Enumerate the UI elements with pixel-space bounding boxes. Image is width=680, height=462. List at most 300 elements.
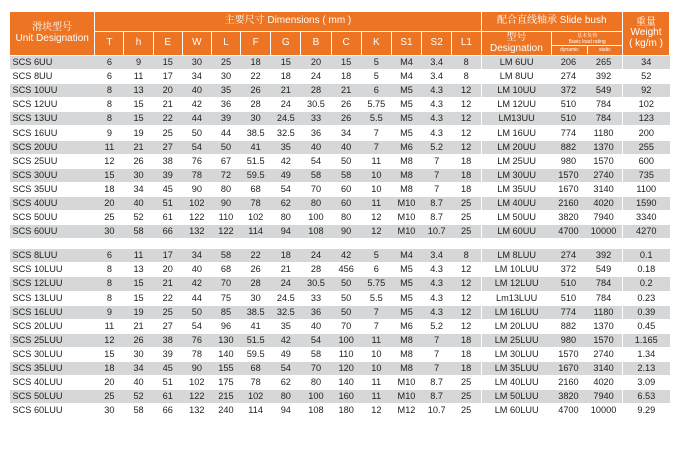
- unit-cell: SCS 12UU: [10, 98, 95, 112]
- dim-cell-F: 102: [241, 390, 271, 404]
- dim-cell-W: 132: [182, 404, 211, 418]
- dim-cell-S2: 4.3: [422, 98, 452, 112]
- weight-cell: 1.165: [623, 333, 670, 347]
- dim-cell-T: 8: [95, 98, 124, 112]
- dim-cell-B: 100: [301, 390, 331, 404]
- dim-cell-L1: 12: [452, 305, 481, 319]
- dim-cell-G: 80: [271, 390, 301, 404]
- dim-cell-L: 30: [211, 70, 240, 84]
- bush-cell: LM 20UU: [481, 140, 552, 154]
- dim-cell-S1: M5: [391, 126, 421, 140]
- dynamic-load-cell: 274: [552, 70, 585, 84]
- dim-cell-S1: M8: [391, 347, 421, 361]
- dim-cell-L1: 25: [452, 404, 481, 418]
- static-load-cell: 784: [585, 277, 622, 291]
- unit-cell: SCS 30UU: [10, 168, 95, 182]
- dim-cell-h: 15: [124, 277, 153, 291]
- table-row: [10, 361, 670, 375]
- bush-cell: LM 30LUU: [481, 347, 552, 361]
- dim-cell-W: 76: [182, 333, 211, 347]
- unit-cell: SCS 25UU: [10, 154, 95, 168]
- dim-cell-T: 18: [95, 361, 124, 375]
- unit-header: [10, 12, 95, 56]
- weight-cell: 9.29: [623, 404, 670, 418]
- dim-cell-C: 90: [331, 225, 361, 239]
- dim-cell-W: 40: [182, 84, 211, 98]
- unit-header-en: Unit Designation: [15, 32, 89, 44]
- dim-cell-G: 62: [271, 196, 301, 210]
- load-rating-sub: [552, 46, 622, 54]
- dim-cell-K: 11: [361, 196, 391, 210]
- dim-cell-K: 7: [361, 305, 391, 319]
- dim-cell-E: 66: [153, 404, 182, 418]
- dim-cell-T: 8: [95, 263, 124, 277]
- dynamic-load-cell: 3820: [552, 390, 585, 404]
- dim-cell-C: 140: [331, 376, 361, 390]
- dim-cell-L1: 25: [452, 225, 481, 239]
- dim-cell-L: 75: [211, 291, 240, 305]
- dim-cell-C: 50: [331, 305, 361, 319]
- dim-cell-B: 30.5: [301, 98, 331, 112]
- unit-cell: SCS 50LUU: [10, 390, 95, 404]
- dim-cell-S1: M5: [391, 84, 421, 98]
- load-rating-header: [552, 32, 623, 56]
- dim-cell-E: 39: [153, 347, 182, 361]
- dim-cell-h: 34: [124, 361, 153, 375]
- dim-cell-L: 67: [211, 154, 240, 168]
- dim-cell-F: 38.5: [241, 305, 271, 319]
- unit-cell: SCS 8UU: [10, 70, 95, 84]
- dim-cell-S1: M5: [391, 98, 421, 112]
- dim-cell-F: 78: [241, 196, 271, 210]
- dim-cell-E: 21: [153, 277, 182, 291]
- static-load-cell: 1570: [585, 154, 622, 168]
- col-header-E: E: [153, 32, 182, 56]
- dim-cell-F: 78: [241, 376, 271, 390]
- dim-cell-B: 28: [301, 263, 331, 277]
- dim-cell-L: 58: [211, 249, 240, 263]
- bush-cell: LM 30UU: [481, 168, 552, 182]
- bush-cell: LM 35LUU: [481, 361, 552, 375]
- static-load-cell: 3140: [585, 182, 622, 196]
- dim-cell-K: 5.75: [361, 277, 391, 291]
- dim-cell-S1: M12: [391, 404, 421, 418]
- dim-cell-B: 40: [301, 319, 331, 333]
- dim-cell-S1: M4: [391, 56, 421, 70]
- static-load-cell: 1570: [585, 333, 622, 347]
- dim-cell-K: 10: [361, 168, 391, 182]
- col-header-C: C: [331, 32, 361, 56]
- dim-cell-W: 90: [182, 361, 211, 375]
- weight-cell: 0.1: [623, 249, 670, 263]
- dim-cell-T: 9: [95, 126, 124, 140]
- weight-cell: 3.09: [623, 376, 670, 390]
- weight-cell: 1.34: [623, 347, 670, 361]
- dim-cell-K: 12: [361, 211, 391, 225]
- static-load-cell: 784: [585, 98, 622, 112]
- bush-cell: LM13UU: [481, 112, 552, 126]
- dynamic-load-cell: 980: [552, 333, 585, 347]
- weight-cell: 52: [623, 70, 670, 84]
- dim-cell-F: 51.5: [241, 154, 271, 168]
- dim-cell-W: 54: [182, 140, 211, 154]
- bush-cell: LM 50UU: [481, 211, 552, 225]
- dim-cell-S2: 5.2: [422, 140, 452, 154]
- dim-cell-W: 122: [182, 390, 211, 404]
- bush-cell: LM 60LUU: [481, 404, 552, 418]
- load-rating-en: Basic load rating: [568, 39, 606, 45]
- dim-cell-L: 122: [211, 225, 240, 239]
- dim-cell-G: 35: [271, 319, 301, 333]
- dim-cell-G: 35: [271, 140, 301, 154]
- unit-cell: SCS 10LUU: [10, 263, 95, 277]
- static-load-cell: 2740: [585, 168, 622, 182]
- dim-cell-S1: M10: [391, 196, 421, 210]
- weight-cell: 123: [623, 112, 670, 126]
- dim-cell-T: 8: [95, 277, 124, 291]
- static-load-cell: 4020: [585, 376, 622, 390]
- dim-cell-F: 28: [241, 98, 271, 112]
- dim-cell-h: 21: [124, 140, 153, 154]
- spec-table-wrapper: [9, 11, 670, 418]
- weight-header-en: Weight: [630, 27, 662, 39]
- table-row: [10, 70, 670, 84]
- dynamic-load-cell: 1670: [552, 361, 585, 375]
- dim-cell-F: 68: [241, 361, 271, 375]
- static-load-cell: 7940: [585, 390, 622, 404]
- weight-cell: 0.45: [623, 319, 670, 333]
- dim-cell-T: 30: [95, 404, 124, 418]
- dim-cell-W: 90: [182, 182, 211, 196]
- dim-cell-B: 108: [301, 404, 331, 418]
- dim-cell-L1: 12: [452, 140, 481, 154]
- dim-cell-B: 54: [301, 333, 331, 347]
- dim-cell-B: 33: [301, 112, 331, 126]
- dim-cell-L: 96: [211, 319, 240, 333]
- bush-model-header: [481, 32, 552, 56]
- dim-cell-L1: 8: [452, 70, 481, 84]
- weight-cell: 2.13: [623, 361, 670, 375]
- dim-cell-G: 49: [271, 347, 301, 361]
- dim-cell-G: 18: [271, 249, 301, 263]
- dim-cell-K: 5.75: [361, 98, 391, 112]
- dim-cell-K: 10: [361, 182, 391, 196]
- dim-cell-E: 51: [153, 196, 182, 210]
- dim-cell-h: 15: [124, 112, 153, 126]
- bush-cell: LM 8UU: [481, 70, 552, 84]
- bush-cell: LM 6UU: [481, 56, 552, 70]
- dynamic-load-cell: 206: [552, 56, 585, 70]
- dim-cell-G: 49: [271, 168, 301, 182]
- dim-cell-F: 26: [241, 263, 271, 277]
- dim-cell-W: 102: [182, 376, 211, 390]
- unit-cell: SCS 20UU: [10, 140, 95, 154]
- dim-cell-K: 7: [361, 126, 391, 140]
- dim-cell-L: 85: [211, 305, 240, 319]
- static-load-cell: 7940: [585, 211, 622, 225]
- dim-cell-W: 54: [182, 319, 211, 333]
- dim-cell-T: 12: [95, 154, 124, 168]
- dim-cell-S2: 4.3: [422, 126, 452, 140]
- dynamic-load-cell: 274: [552, 249, 585, 263]
- dim-cell-S2: 4.3: [422, 277, 452, 291]
- bush-cell: LM 16UU: [481, 126, 552, 140]
- dim-cell-S2: 4.3: [422, 112, 452, 126]
- group-spacer-cell: [10, 239, 670, 250]
- dim-cell-L1: 12: [452, 98, 481, 112]
- dim-cell-F: 59.5: [241, 168, 271, 182]
- dim-cell-L: 25: [211, 56, 240, 70]
- dim-cell-W: 42: [182, 98, 211, 112]
- dim-cell-L: 72: [211, 168, 240, 182]
- dim-cell-L: 68: [211, 263, 240, 277]
- table-row: [10, 126, 670, 140]
- weight-header: [623, 12, 670, 56]
- dim-cell-h: 52: [124, 211, 153, 225]
- table-row: [10, 112, 670, 126]
- dim-cell-L: 39: [211, 112, 240, 126]
- dim-cell-L1: 8: [452, 56, 481, 70]
- dim-cell-S2: 4.3: [422, 84, 452, 98]
- dim-cell-B: 40: [301, 140, 331, 154]
- bush-model-cn: 型号: [506, 32, 527, 43]
- dim-cell-C: 180: [331, 404, 361, 418]
- dim-cell-E: 39: [153, 168, 182, 182]
- weight-cell: 92: [623, 84, 670, 98]
- dim-cell-S2: 4.3: [422, 263, 452, 277]
- dim-cell-L1: 18: [452, 154, 481, 168]
- weight-cell: 6.53: [623, 390, 670, 404]
- dim-cell-K: 11: [361, 390, 391, 404]
- dim-cell-E: 25: [153, 305, 182, 319]
- unit-cell: SCS 60UU: [10, 225, 95, 239]
- dim-cell-L1: 25: [452, 196, 481, 210]
- dim-cell-T: 20: [95, 196, 124, 210]
- dim-cell-B: 28: [301, 84, 331, 98]
- dim-cell-L1: 12: [452, 84, 481, 98]
- dim-cell-S1: M8: [391, 182, 421, 196]
- dim-cell-L1: 12: [452, 319, 481, 333]
- dim-cell-K: 10: [361, 361, 391, 375]
- dim-cell-W: 78: [182, 347, 211, 361]
- unit-cell: SCS 35UU: [10, 182, 95, 196]
- dim-cell-F: 18: [241, 56, 271, 70]
- dim-cell-S2: 7: [422, 361, 452, 375]
- dim-cell-B: 70: [301, 182, 331, 196]
- unit-cell: SCS 35LUU: [10, 361, 95, 375]
- dim-cell-S1: M10: [391, 225, 421, 239]
- dim-cell-B: 80: [301, 196, 331, 210]
- dim-cell-T: 11: [95, 140, 124, 154]
- dim-cell-G: 42: [271, 333, 301, 347]
- bush-cell: LM 10LUU: [481, 263, 552, 277]
- dim-cell-F: 68: [241, 182, 271, 196]
- dim-cell-C: 50: [331, 154, 361, 168]
- dynamic-load-cell: 510: [552, 98, 585, 112]
- col-header-G: G: [271, 32, 301, 56]
- dim-cell-F: 51.5: [241, 333, 271, 347]
- dim-cell-h: 26: [124, 333, 153, 347]
- dim-cell-F: 41: [241, 140, 271, 154]
- dynamic-load-cell: 2160: [552, 196, 585, 210]
- dim-cell-W: 44: [182, 291, 211, 305]
- dim-cell-S2: 8.7: [422, 390, 452, 404]
- static-load-cell: 1180: [585, 126, 622, 140]
- dim-cell-B: 36: [301, 126, 331, 140]
- dim-cell-B: 54: [301, 154, 331, 168]
- dim-cell-S2: 3.4: [422, 70, 452, 84]
- dynamic-load-cell: 882: [552, 140, 585, 154]
- dim-cell-T: 6: [95, 249, 124, 263]
- dim-cell-G: 32.5: [271, 305, 301, 319]
- dim-cell-K: 11: [361, 154, 391, 168]
- table-row: [10, 140, 670, 154]
- weight-cell: 200: [623, 126, 670, 140]
- dim-cell-C: 26: [331, 98, 361, 112]
- dynamic-load-cell: 372: [552, 263, 585, 277]
- spec-table-body: [10, 56, 670, 418]
- dim-cell-S1: M8: [391, 333, 421, 347]
- dim-cell-C: 60: [331, 196, 361, 210]
- dim-cell-G: 24: [271, 277, 301, 291]
- static-load-cell: 784: [585, 291, 622, 305]
- static-load-cell: 1370: [585, 140, 622, 154]
- bush-cell: LM 50LUU: [481, 390, 552, 404]
- dim-cell-S1: M8: [391, 154, 421, 168]
- dim-cell-T: 9: [95, 305, 124, 319]
- dim-cell-G: 62: [271, 376, 301, 390]
- col-header-F: F: [241, 32, 271, 56]
- dim-cell-G: 15: [271, 56, 301, 70]
- dim-cell-h: 9: [124, 56, 153, 70]
- dim-cell-S1: M5: [391, 112, 421, 126]
- dim-cell-E: 17: [153, 249, 182, 263]
- dim-cell-E: 27: [153, 319, 182, 333]
- table-row: [10, 154, 670, 168]
- dim-cell-B: 20: [301, 56, 331, 70]
- col-header-h: h: [124, 32, 153, 56]
- dim-cell-L1: 12: [452, 291, 481, 305]
- unit-cell: SCS 8LUU: [10, 249, 95, 263]
- table-row: [10, 168, 670, 182]
- dim-cell-W: 50: [182, 126, 211, 140]
- dynamic-load-cell: 882: [552, 319, 585, 333]
- dim-cell-L1: 12: [452, 112, 481, 126]
- dim-cell-S1: M8: [391, 361, 421, 375]
- bush-cell: LM 35UU: [481, 182, 552, 196]
- col-header-S2: S2: [422, 32, 452, 56]
- dim-cell-K: 10: [361, 347, 391, 361]
- dim-cell-L1: 25: [452, 390, 481, 404]
- spec-table: [9, 11, 670, 418]
- dynamic-load-cell: 1570: [552, 168, 585, 182]
- table-row: [10, 305, 670, 319]
- dim-cell-S2: 8.7: [422, 196, 452, 210]
- dim-cell-L: 90: [211, 196, 240, 210]
- static-load-cell: 1370: [585, 319, 622, 333]
- dim-cell-K: 11: [361, 333, 391, 347]
- dim-cell-G: 80: [271, 211, 301, 225]
- weight-cell: 735: [623, 168, 670, 182]
- load-rating-title: [552, 33, 622, 46]
- table-row: [10, 319, 670, 333]
- col-header-K: K: [361, 32, 391, 56]
- unit-cell: SCS 10UU: [10, 84, 95, 98]
- static-load-cell: 10000: [585, 404, 622, 418]
- dim-cell-F: 59.5: [241, 347, 271, 361]
- dim-cell-L: 80: [211, 182, 240, 196]
- dynamic-load-cell: 372: [552, 84, 585, 98]
- weight-cell: 102: [623, 98, 670, 112]
- weight-cell: 600: [623, 154, 670, 168]
- dynamic-load-cell: 4700: [552, 404, 585, 418]
- dim-cell-G: 21: [271, 263, 301, 277]
- dim-cell-h: 13: [124, 84, 153, 98]
- dim-cell-S1: M5: [391, 291, 421, 305]
- dim-cell-S2: 4.3: [422, 305, 452, 319]
- bush-cell: LM 12UU: [481, 98, 552, 112]
- bush-cell: LM 60UU: [481, 225, 552, 239]
- dim-cell-L: 215: [211, 390, 240, 404]
- dim-cell-F: 41: [241, 319, 271, 333]
- dim-cell-E: 22: [153, 291, 182, 305]
- dim-cell-L: 175: [211, 376, 240, 390]
- dim-cell-B: 24: [301, 249, 331, 263]
- dim-cell-L1: 18: [452, 347, 481, 361]
- unit-cell: SCS 40UU: [10, 196, 95, 210]
- dim-cell-K: 7: [361, 319, 391, 333]
- table-row: [10, 277, 670, 291]
- table-row: [10, 390, 670, 404]
- dynamic-load-cell: 774: [552, 126, 585, 140]
- dim-cell-W: 78: [182, 168, 211, 182]
- load-rating-cn: 基本负荷: [577, 33, 598, 39]
- dim-cell-T: 8: [95, 84, 124, 98]
- dim-cell-L: 70: [211, 277, 240, 291]
- table-row: [10, 376, 670, 390]
- dim-cell-L1: 12: [452, 126, 481, 140]
- unit-cell: SCS 13UU: [10, 112, 95, 126]
- weight-cell: 0.39: [623, 305, 670, 319]
- dim-cell-h: 11: [124, 249, 153, 263]
- weight-cell: 3340: [623, 211, 670, 225]
- dim-cell-B: 100: [301, 211, 331, 225]
- dynamic-load-cell: 510: [552, 277, 585, 291]
- dim-cell-h: 58: [124, 404, 153, 418]
- dim-cell-T: 18: [95, 182, 124, 196]
- weight-cell: 0.23: [623, 291, 670, 305]
- dim-cell-S2: 7: [422, 347, 452, 361]
- dim-cell-C: 58: [331, 168, 361, 182]
- dim-cell-C: 60: [331, 182, 361, 196]
- table-row: [10, 291, 670, 305]
- bush-cell: LM 25LUU: [481, 333, 552, 347]
- dim-cell-W: 50: [182, 305, 211, 319]
- dim-cell-E: 61: [153, 211, 182, 225]
- dim-cell-B: 24: [301, 70, 331, 84]
- dim-cell-W: 34: [182, 70, 211, 84]
- table-row: [10, 182, 670, 196]
- bush-model-en: Designation: [489, 42, 543, 54]
- dim-cell-K: 12: [361, 404, 391, 418]
- weight-cell: 1590: [623, 196, 670, 210]
- dim-cell-E: 45: [153, 361, 182, 375]
- dim-cell-T: 15: [95, 347, 124, 361]
- dim-cell-E: 51: [153, 376, 182, 390]
- dim-cell-h: 15: [124, 98, 153, 112]
- unit-cell: SCS 50UU: [10, 211, 95, 225]
- dim-cell-h: 58: [124, 225, 153, 239]
